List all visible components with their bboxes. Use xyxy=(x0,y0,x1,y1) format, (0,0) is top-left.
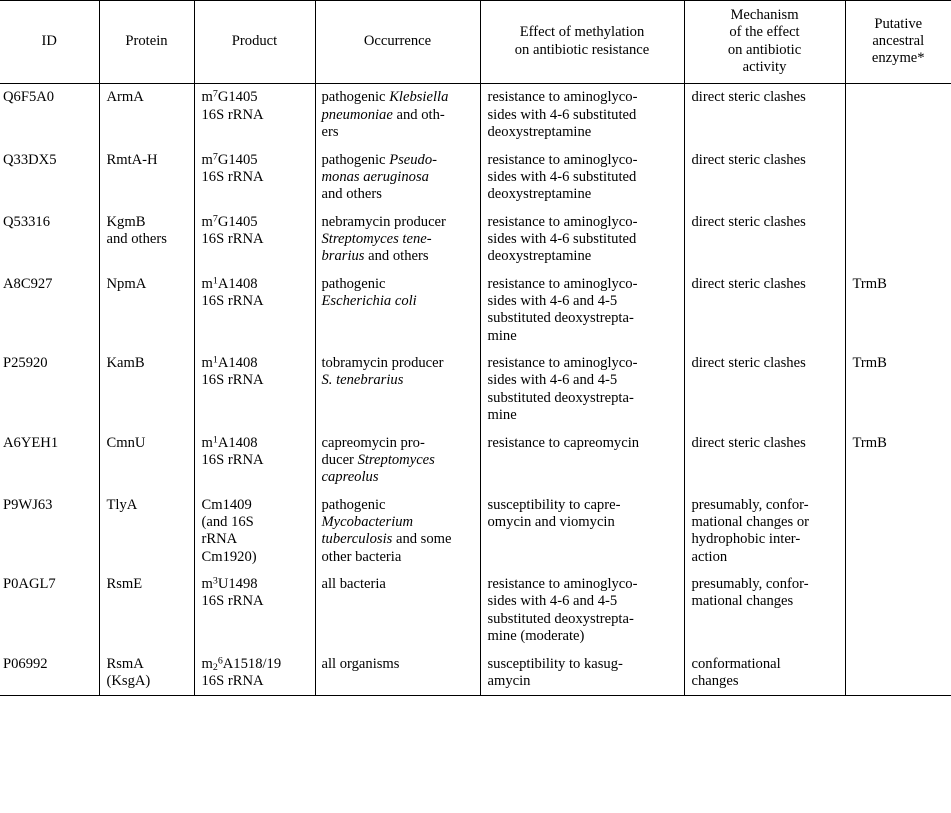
cell-line: TrmB xyxy=(852,434,887,451)
cell-product: $m^7G1405$ 16S rRNA xyxy=(194,84,315,147)
cell-line: Q53316 xyxy=(3,213,51,230)
cell-line: (KsgA) xyxy=(106,672,151,689)
cell-line: sides with 4-6 substituted xyxy=(487,106,637,123)
table-row xyxy=(0,209,951,271)
cell-line: omycin and viomycin xyxy=(487,513,615,530)
column-header-id xyxy=(0,1,99,84)
cell-line: A8C927 xyxy=(3,275,53,292)
table-row xyxy=(0,492,951,571)
cell-line: RmtA-H xyxy=(106,151,158,168)
cell-line: substituted deoxystrepta- xyxy=(487,389,634,406)
cell-ancestral-enzyme xyxy=(845,492,951,571)
cell-mechanism xyxy=(684,271,845,350)
cell-id xyxy=(0,147,99,209)
cell-line: mine xyxy=(487,327,517,344)
cell-effect xyxy=(480,430,684,492)
cell-protein xyxy=(99,147,194,209)
column-header-line: on antibiotic resistance xyxy=(514,41,650,58)
cell-line: resistance to capreomycin xyxy=(487,434,640,451)
cell-product: $m^1A1408$ 16S rRNA xyxy=(194,430,315,492)
cell-id xyxy=(0,651,99,696)
cell-mechanism xyxy=(684,350,845,429)
cell-occurrence: pathogenic Mycobacterium tuberculosis and some other bacteria xyxy=(315,492,480,571)
cell-ancestral-enzyme xyxy=(845,84,951,147)
cell-line: sides with 4-6 and 4-5 xyxy=(487,372,618,389)
cell-line: resistance to aminoglyco- xyxy=(487,355,638,372)
cell-line: mational changes xyxy=(691,593,794,610)
column-header-line: Mechanism xyxy=(730,7,799,23)
cell-ancestral-enzyme xyxy=(845,430,951,492)
cell-line: TrmB xyxy=(852,355,887,372)
cell-line: resistance to aminoglyco- xyxy=(487,213,638,230)
cell-line: direct steric clashes xyxy=(691,89,806,106)
cell-line: direct steric clashes xyxy=(691,355,806,372)
column-header-line: on antibiotic xyxy=(727,41,802,58)
table-row xyxy=(0,571,951,650)
table-row xyxy=(0,147,951,209)
table-body xyxy=(0,84,951,696)
cell-line: Q33DX5 xyxy=(3,151,57,168)
column-header-protein xyxy=(99,1,194,84)
cell-line: deoxystreptamine xyxy=(487,248,592,265)
cell-id xyxy=(0,571,99,650)
cell-ancestral-enzyme xyxy=(845,350,951,429)
cell-id xyxy=(0,84,99,147)
column-header-effect xyxy=(480,1,684,84)
column-header-line: Occurrence xyxy=(363,33,432,50)
cell-product: $m^1A1408$ 16S rRNA xyxy=(194,350,315,429)
cell-line: resistance to aminoglyco- xyxy=(487,151,638,168)
cell-effect xyxy=(480,84,684,147)
cell-line: hydrophobic inter- xyxy=(691,531,801,548)
cell-id xyxy=(0,271,99,350)
column-header-line: Product xyxy=(231,33,278,50)
cell-line: KamB xyxy=(106,355,145,372)
cell-line: resistance to aminoglyco- xyxy=(487,89,638,106)
cell-line: Q6F5A0 xyxy=(3,89,55,106)
cell-line: direct steric clashes xyxy=(691,434,806,451)
table-row xyxy=(0,84,951,147)
cell-line: deoxystreptamine xyxy=(487,124,592,141)
cell-occurrence: all organisms xyxy=(315,651,480,696)
cell-id xyxy=(0,492,99,571)
cell-mechanism xyxy=(684,571,845,650)
cell-line: KgmB xyxy=(106,213,146,230)
cell-ancestral-enzyme xyxy=(845,271,951,350)
table-row xyxy=(0,350,951,429)
column-header-line: activity xyxy=(742,59,787,76)
cell-ancestral-enzyme xyxy=(845,147,951,209)
cell-product: $m^7G1405$ 16S rRNA xyxy=(194,147,315,209)
cell-line: P06992 xyxy=(3,655,48,672)
cell-occurrence: all bacteria xyxy=(315,571,480,650)
cell-line: mational changes or xyxy=(691,513,810,530)
table-header xyxy=(0,1,951,84)
cell-occurrence: pathogenic Escherichia coli xyxy=(315,271,480,350)
table-row xyxy=(0,271,951,350)
cell-product: Cm1409 (and 16S rRNA Cm1920) xyxy=(194,492,315,571)
cell-id xyxy=(0,350,99,429)
column-header-line: ancestral xyxy=(872,33,925,50)
cell-line: TlyA xyxy=(106,496,138,513)
cell-mechanism xyxy=(684,430,845,492)
cell-id xyxy=(0,209,99,271)
cell-line: mine xyxy=(487,407,517,424)
cell-line: amycin xyxy=(487,672,531,689)
cell-mechanism xyxy=(684,84,845,147)
cell-line: RsmA xyxy=(106,655,144,672)
cell-protein xyxy=(99,571,194,650)
cell-line: CmnU xyxy=(106,434,146,451)
column-header-mechanism xyxy=(684,1,845,84)
cell-occurrence: nebramycin producer Streptomyces tene- brarius and others xyxy=(315,209,480,271)
cell-effect xyxy=(480,209,684,271)
cell-line: susceptibility to kasug- xyxy=(487,655,623,672)
cell-line: presumably, confor- xyxy=(691,576,809,593)
cell-effect xyxy=(480,350,684,429)
cell-protein xyxy=(99,430,194,492)
cell-line: changes xyxy=(691,672,739,689)
cell-ancestral-enzyme xyxy=(845,571,951,650)
column-header-line: Protein xyxy=(125,33,168,50)
table-header-row xyxy=(0,1,951,84)
cell-occurrence: pathogenic Klebsiella pneumoniae and oth- ers xyxy=(315,84,480,147)
cell-line: conformational xyxy=(691,655,781,672)
cell-effect xyxy=(480,571,684,650)
cell-line: presumably, confor- xyxy=(691,496,809,513)
cell-line: sides with 4-6 and 4-5 xyxy=(487,593,618,610)
cell-line: P0AGL7 xyxy=(3,576,56,593)
cell-protein xyxy=(99,84,194,147)
table-row xyxy=(0,651,951,696)
column-header-line: Effect of methylation xyxy=(519,24,645,41)
column-header-occurrence xyxy=(315,1,480,84)
cell-mechanism xyxy=(684,651,845,696)
cell-product: $m^1A1408$ 16S rRNA xyxy=(194,271,315,350)
cell-id xyxy=(0,430,99,492)
cell-line: resistance to aminoglyco- xyxy=(487,576,638,593)
column-header-line: of the effect xyxy=(729,24,800,41)
cell-effect xyxy=(480,271,684,350)
cell-line: deoxystreptamine xyxy=(487,186,592,203)
column-header-product xyxy=(194,1,315,84)
cell-line: substituted deoxystrepta- xyxy=(487,610,634,627)
cell-line: NpmA xyxy=(106,275,147,292)
cell-effect xyxy=(480,147,684,209)
cell-line: sides with 4-6 substituted xyxy=(487,230,637,247)
cell-line: substituted deoxystrepta- xyxy=(487,310,634,327)
table-row xyxy=(0,430,951,492)
cell-line: mine (moderate) xyxy=(487,628,585,645)
cell-product: $m^7G1405$ 16S rRNA xyxy=(194,209,315,271)
cell-protein xyxy=(99,651,194,696)
cell-line: and others xyxy=(106,230,167,247)
cell-line: direct steric clashes xyxy=(691,213,806,230)
cell-mechanism xyxy=(684,492,845,571)
cell-ancestral-enzyme xyxy=(845,209,951,271)
column-header-line: ID xyxy=(41,33,57,50)
cell-mechanism xyxy=(684,147,845,209)
cell-line: TrmB xyxy=(852,275,887,292)
cell-occurrence: capreomycin pro- ducer Streptomyces capreolus xyxy=(315,430,480,492)
column-header-line: Putative xyxy=(874,15,923,32)
cell-line: sides with 4-6 substituted xyxy=(487,168,637,185)
cell-line: RsmE xyxy=(106,576,143,593)
cell-line: action xyxy=(691,548,728,565)
cell-line: P25920 xyxy=(3,355,48,372)
cell-protein xyxy=(99,350,194,429)
cell-occurrence: pathogenic Pseudo- monas aeruginosa and others xyxy=(315,147,480,209)
column-header-ancestral-enzyme xyxy=(845,1,951,84)
cell-effect xyxy=(480,492,684,571)
cell-line: sides with 4-6 and 4-5 xyxy=(487,293,618,310)
cell-line: susceptibility to capre- xyxy=(487,496,621,513)
cell-line: P9WJ63 xyxy=(3,496,53,513)
cell-line: ArmA xyxy=(106,89,144,106)
cell-line: A6YEH1 xyxy=(3,434,59,451)
column-header-line: enzyme* xyxy=(871,50,925,67)
cell-protein xyxy=(99,209,194,271)
cell-product: $m^3U1498$ 16S rRNA xyxy=(194,571,315,650)
cell-protein xyxy=(99,271,194,350)
cell-effect xyxy=(480,651,684,696)
cell-product: $m_2^6A1518/19$ 16S rRNA xyxy=(194,651,315,696)
cell-line: direct steric clashes xyxy=(691,151,806,168)
cell-mechanism xyxy=(684,209,845,271)
cell-line: resistance to aminoglyco- xyxy=(487,275,638,292)
cell-occurrence: tobramycin producer S. tenebrarius xyxy=(315,350,480,429)
cell-line: direct steric clashes xyxy=(691,275,806,292)
cell-ancestral-enzyme xyxy=(845,651,951,696)
cell-protein xyxy=(99,492,194,571)
